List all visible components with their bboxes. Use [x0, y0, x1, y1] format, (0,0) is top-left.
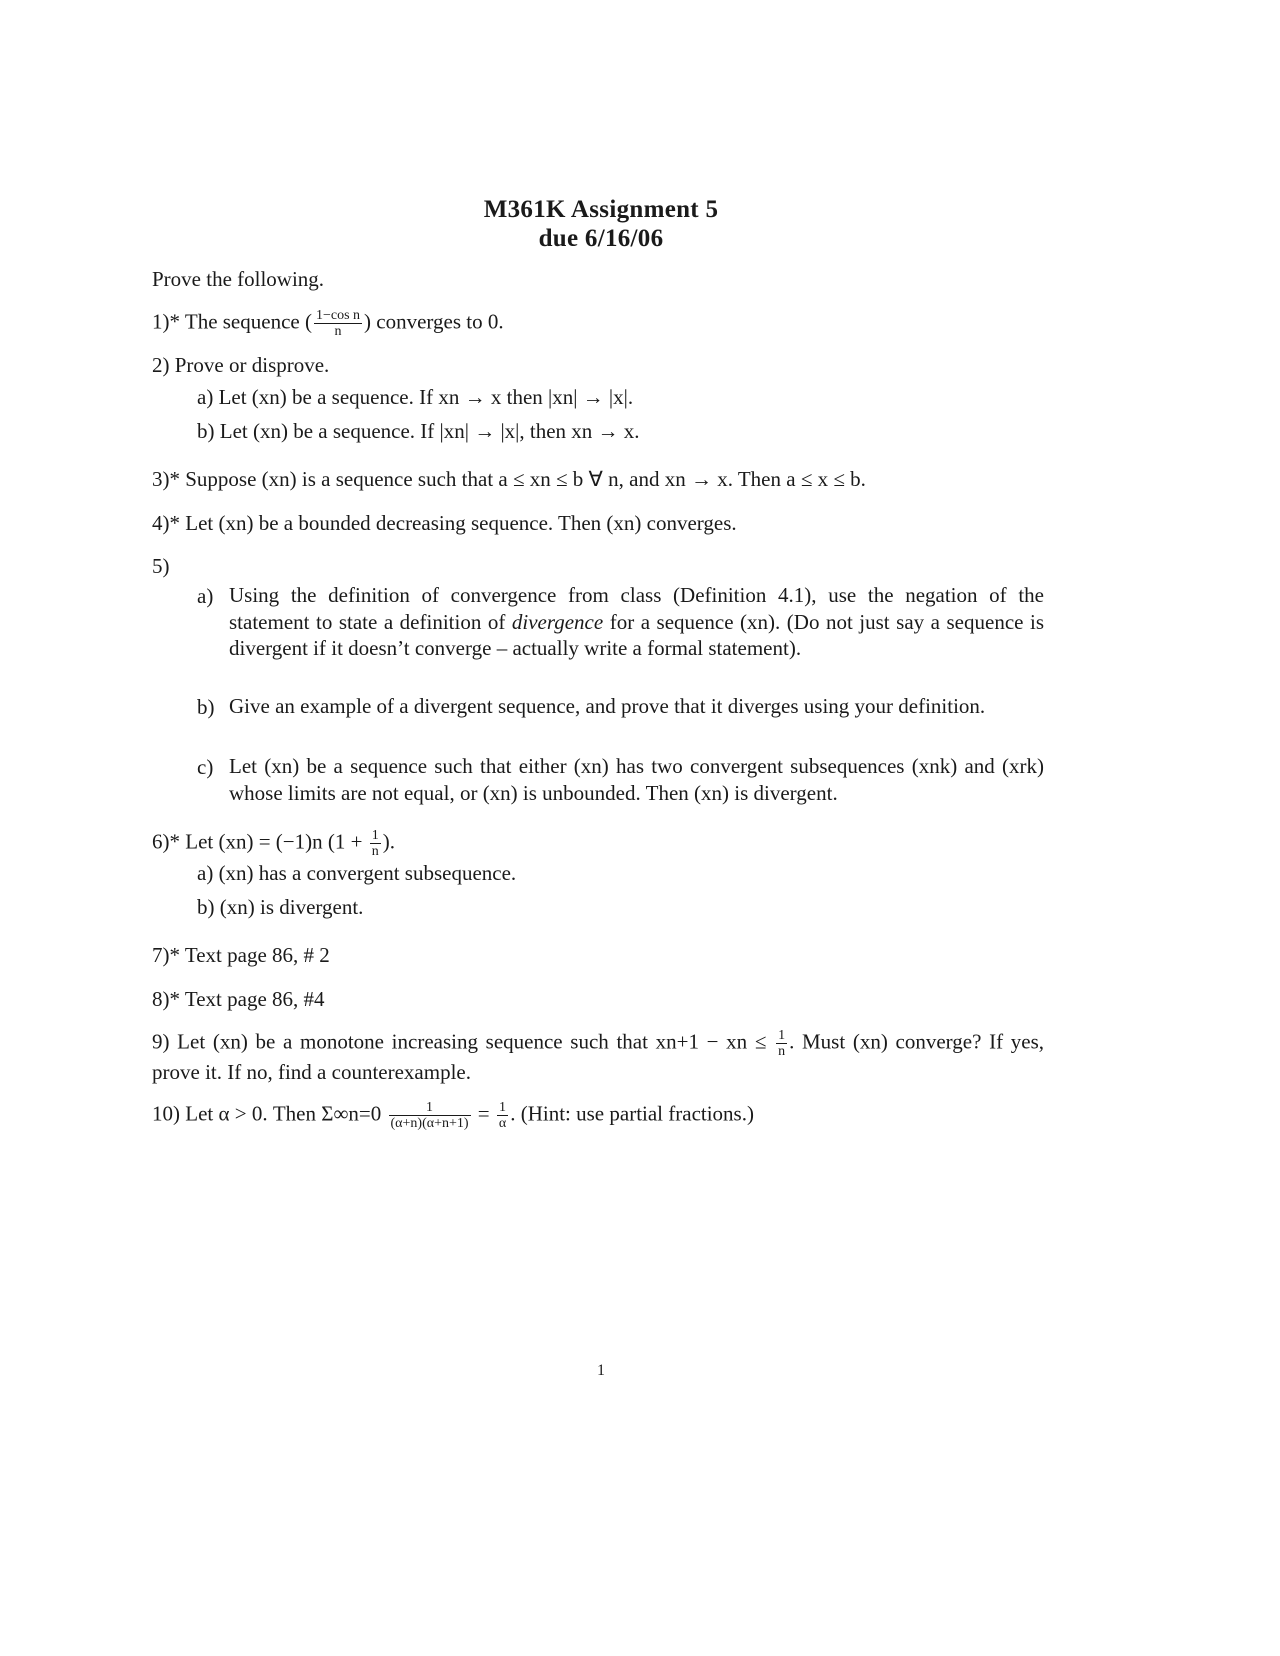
- question-10-result-fraction: $\frac{1}{\alpha}$: [498, 1100, 507, 1131]
- question-7: 7)* Text page 86, # 2: [152, 943, 330, 967]
- question-5c: Let (xn) be a sequence such that either (xn) has two convergent subsequences (xnk) and (xrk) whose limits are not equal, or (xn) is unbounded. Then (xn) is divergent.: [229, 754, 1044, 805]
- question-3: 3)* Suppose (xn) is a sequence such that a ≤ xn ≤ b ∀ n, and xn → x. Then a ≤ x ≤ b.: [152, 467, 866, 491]
- question-4: 4)* Let (xn) be a bounded decreasing sequence. Then (xn) converges.: [152, 511, 737, 535]
- question-1-tail: converges to 0.: [376, 309, 504, 334]
- question-2a: a) Let (xn) be a sequence. If xn → x then |xn| → |x|.: [197, 385, 634, 409]
- question-5c-label: c): [197, 755, 214, 779]
- question-5a: Using the definition of convergence from class (Definition 4.1), use the negation of the statement to state a definition of divergence for a sequence (xn). (Do not just say a sequence is divergent if it doesn’t converge – actually write a formal statement).: [229, 583, 1044, 660]
- intro-text: Prove the following.: [152, 267, 325, 291]
- question-6a: a) (xn) has a convergent subsequence.: [197, 861, 517, 885]
- page-number: 1: [597, 1362, 605, 1379]
- due-date: due 6/16/06: [538, 225, 664, 252]
- question-6-fraction: $\frac{1}{n}$: [371, 828, 379, 859]
- question-1-label: 1)* The sequence: [152, 309, 300, 334]
- question-5a-label: a): [197, 584, 214, 608]
- question-8: 8)* Text page 86, #4: [152, 987, 325, 1011]
- question-10-fraction: $\frac{1}{(\alpha+n)(\alpha+n+1)}$: [390, 1100, 469, 1131]
- question-5b-label: b): [197, 695, 215, 719]
- question-2-label: 2) Prove or disprove.: [152, 353, 330, 377]
- question-6b: b) (xn) is divergent.: [197, 895, 364, 919]
- divergence-term: divergence: [511, 609, 604, 634]
- question-1-fraction: $\frac{\text{1−cos n}}{n}$: [315, 308, 361, 339]
- question-9: 9) Let (xn) be a monotone increasing sequence such that xn+1 − xn ≤ $\frac{1}{n}$ . Must (xn) converge? If yes, prove it. If no, find a counterexample.: [152, 1028, 1045, 1084]
- question-5b: Give an example of a divergent sequence, and prove that it diverges using your definition.: [229, 694, 986, 718]
- question-6: 6)* Let (xn) = (−1)n (1 + $\frac{1}{n}$ ).: [152, 828, 395, 859]
- question-5-label: 5): [152, 554, 170, 578]
- question-10: 10) Let α > 0. Then Σ∞n=0 $\frac{1}{(\alpha+n)(\alpha+n+1)}$ = $\frac{1}{\alpha}$ . (Hint: use partial fractions.): [152, 1100, 754, 1131]
- question-6-label: 6)* Let (xn) = (−1)n (1 +: [152, 829, 363, 854]
- question-9-fraction: $\frac{1}{n}$: [778, 1028, 786, 1059]
- assignment-title: M361K Assignment 5: [483, 196, 719, 223]
- question-2b: b) Let (xn) be a sequence. If |xn| → |x|, then xn → x.: [197, 419, 640, 443]
- question-1: 1)* The sequence ( $\frac{\text{1−cos n}}{n}$ ) converges to 0.: [152, 308, 504, 339]
